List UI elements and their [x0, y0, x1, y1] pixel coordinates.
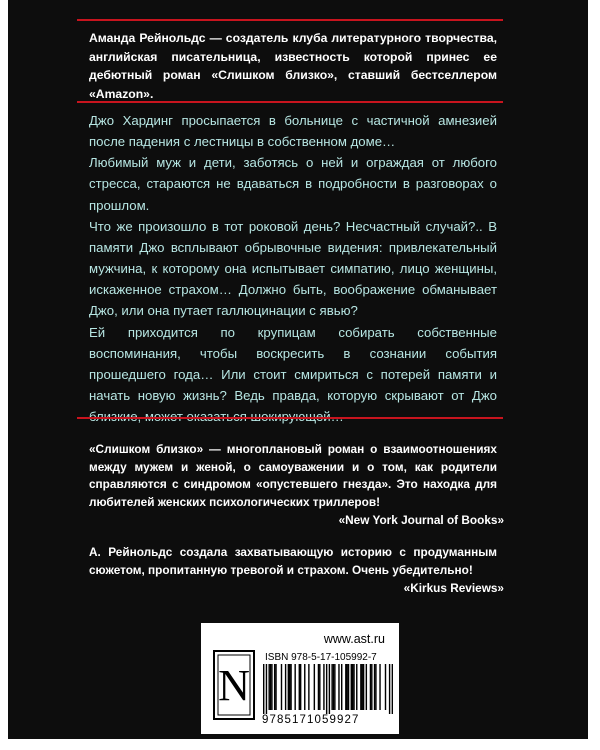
barcode-bar — [266, 664, 267, 714]
barcode-bar — [319, 664, 320, 710]
barcode-bar — [271, 664, 272, 710]
barcode-icon — [263, 664, 393, 714]
isbn-label: ISBN 978-5-17-105992-7 — [265, 652, 377, 663]
barcode-bar — [360, 664, 361, 710]
barcode-bar — [346, 664, 347, 710]
barcode-bar — [289, 664, 290, 710]
barcode-bar — [375, 664, 376, 710]
barcode-bar — [379, 664, 380, 710]
barcode-bar — [314, 664, 315, 710]
barcode-bar — [353, 664, 354, 710]
barcode-bar — [333, 664, 334, 710]
review-source: «New York Journal of Books» — [338, 513, 504, 527]
barcode-bar — [275, 664, 276, 710]
barcode-bar — [318, 664, 319, 710]
publisher-logo-letter: N — [218, 661, 250, 710]
barcode-bar — [341, 664, 342, 710]
barcode-bar — [374, 664, 375, 710]
synopsis-paragraph: Что же произошло в тот роковой день? Несчастный случай?.. В памяти Джо всплывают обрывочные видения: привлекательный мужчина, к которому она испытывает симпатию, лицо женщины, искаженное страхом… Должно быть, воображение обманывает Джо, или она путает галлюцинации с явью? — [89, 218, 497, 319]
review-source: «Kirkus Reviews» — [403, 581, 504, 595]
barcode-bar — [290, 664, 291, 710]
barcode-bar — [352, 664, 353, 710]
review-quote: А. Рейнольдс создала захватывающую историю с продуманным сюжетом, пропитанную тревогой и страхом. Очень убедительно! — [89, 545, 497, 577]
synopsis — [89, 110, 497, 427]
barcode-bar — [281, 664, 282, 710]
barcode-bar — [345, 664, 346, 710]
barcode-bar — [363, 664, 364, 710]
barcode-bar — [304, 664, 305, 710]
barcode-bar — [366, 664, 367, 710]
barcode-number: 9785171059927 — [262, 714, 360, 726]
barcode-bar — [268, 664, 269, 710]
barcode-bar — [270, 664, 271, 710]
barcode-bar — [348, 664, 349, 710]
synopsis-paragraph: Любимый муж и дети, заботясь о ней и ограждая от любого стресса, стараются не вдаваться в подробности в разговорах о прошлом. — [89, 155, 497, 213]
barcode-bar — [392, 664, 393, 714]
barcode-bar — [323, 664, 324, 710]
publisher-logo — [213, 650, 255, 720]
barcode-bar — [274, 664, 275, 710]
barcode-bar — [371, 664, 372, 710]
barcode-bar — [329, 664, 330, 714]
synopsis-paragraph: Джо Хардинг просыпается в больнице с частичной амнезией после падения с лестницы в собственном доме… — [89, 113, 497, 150]
synopsis-divider-line — [77, 417, 503, 419]
review-quote: «Слишком близко» — многоплановый роман о взаимоотношениях между мужем и женой, о самоуважении и о том, как родители справляются с синдромом «опустевшего гнезда». Это находка для любителей женских психологических триллеров! — [89, 442, 497, 509]
barcode-bar — [326, 664, 327, 714]
top-red-line — [77, 19, 503, 21]
publisher-website: www.ast.ru — [323, 632, 385, 646]
publisher-logo-icon — [215, 652, 253, 718]
barcode-bar — [294, 664, 295, 710]
barcode-bar — [351, 664, 352, 710]
barcode-bar — [362, 664, 363, 710]
barcode-bar — [389, 664, 390, 714]
synopsis-paragraph: Ей приходится по крупицам собирать собственные воспоминания, чтобы воскресить в сознании события прошедшего года… Или стоит смириться с потерей памяти и начать новую жизнь? Ведь правда, которую скрывают от Джо — [89, 324, 497, 404]
barcode-bar — [300, 664, 301, 710]
barcode-bar — [285, 664, 286, 710]
barcode-bar — [385, 664, 386, 710]
author-bio: Аманда Рейнольдс — создатель клуба литературного творчества, английская писательница, известность которой принес ее дебютный роман «Слишком близко», ставший бестселлером «Amazon». — [89, 31, 497, 101]
barcode-bar — [263, 664, 264, 714]
bio-divider-line — [77, 101, 503, 103]
barcode-bar — [356, 664, 357, 710]
barcode-bar — [308, 664, 309, 710]
barcode-panel — [201, 623, 399, 734]
barcode-bar — [331, 664, 332, 710]
barcode-bar — [334, 664, 335, 710]
barcode-bar — [370, 664, 371, 710]
barcode-bar — [288, 664, 289, 710]
barcode-bar — [299, 664, 300, 710]
barcode-bar — [338, 664, 339, 710]
